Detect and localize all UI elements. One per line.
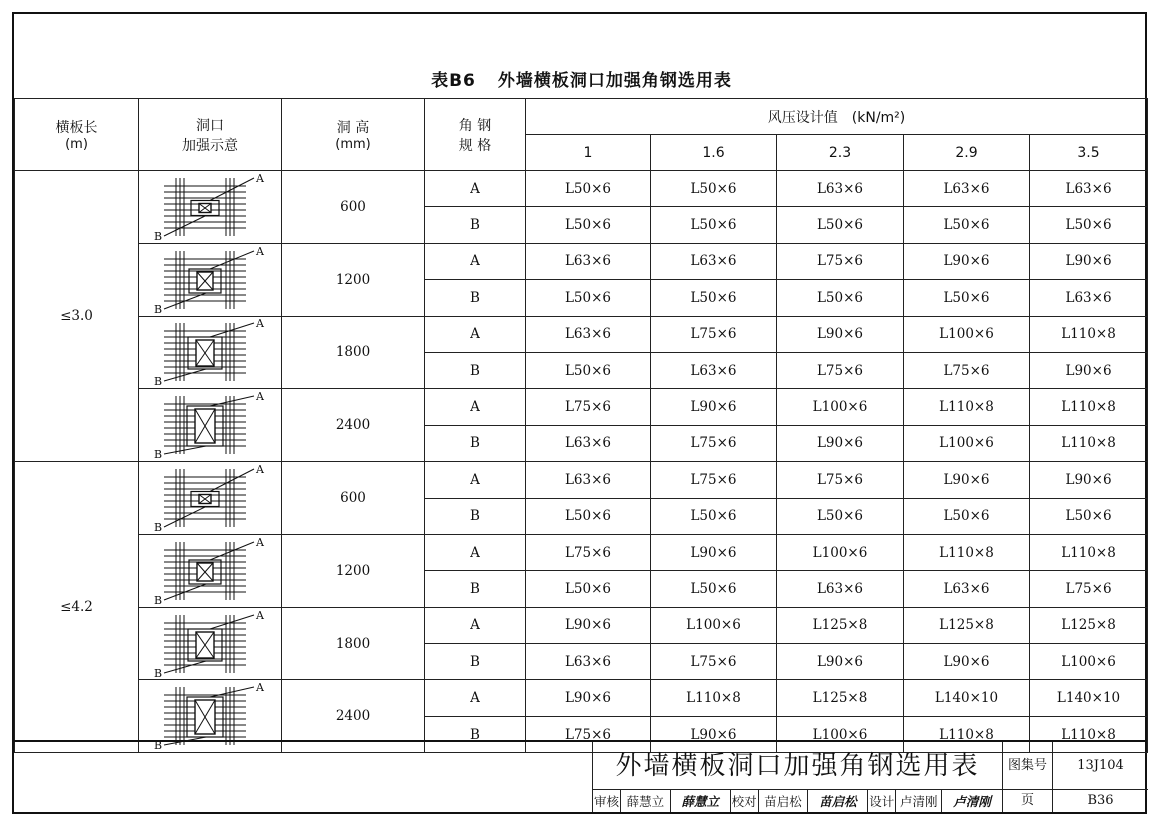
angle-type-cell: A [425,316,526,352]
checker-signature: 苗启松 [808,790,868,812]
opening-height-cell: 1800 [282,316,425,389]
opening-diagram [139,607,282,680]
header-angle: 角 钢 规 格 [425,99,526,171]
angle-type-cell: A [425,607,526,643]
table-row [15,243,1148,279]
opening-diagram [139,243,282,316]
angle-steel-value: L110×8 [904,716,1030,752]
angle-steel-value: L50×6 [777,280,904,316]
angle-steel-value: L110×8 [1030,316,1148,352]
angle-steel-value: L100×6 [1030,644,1148,680]
page-label: 页 [1003,790,1053,812]
table-row [15,171,1148,207]
angle-steel-value: L63×6 [777,571,904,607]
angle-steel-value: L100×6 [904,425,1030,461]
diagram-label-a: A [256,681,264,695]
diagram-label-b: B [154,375,163,388]
angle-steel-value: L50×6 [651,207,777,243]
angle-steel-value: L50×6 [651,280,777,316]
page-title [14,66,1149,91]
angle-steel-value: L125×8 [777,607,904,643]
diagram-label-a: A [256,171,264,185]
diagram-label-b: B [154,448,163,461]
wind-col-3: 2.3 [777,135,904,171]
diagram-label-b: B [154,593,163,606]
angle-steel-value: L50×6 [651,171,777,207]
opening-diagram-icon [150,390,270,460]
angle-steel-value: L75×6 [526,716,651,752]
opening-height-cell: 1800 [282,607,425,680]
angle-type-cell: B [425,644,526,680]
diagram-label-b: B [154,229,163,242]
angle-steel-value: L90×6 [1030,352,1148,388]
opening-diagram-icon [150,172,270,242]
opening-height-cell: 600 [282,171,425,244]
opening-diagram [139,462,282,535]
header-height: 洞 高 (mm) [282,99,425,171]
angle-steel-value: L90×6 [777,425,904,461]
angle-type-cell: A [425,389,526,425]
angle-steel-value: L63×6 [526,462,651,498]
angle-steel-value: L75×6 [651,425,777,461]
table-row [15,534,1148,570]
angle-steel-value: L75×6 [526,389,651,425]
angle-type-cell: A [425,171,526,207]
angle-steel-value: L140×10 [904,680,1030,716]
angle-type-cell: B [425,498,526,534]
title-block-title: 外墙横板洞口加强角钢选用表 [593,742,1003,790]
angle-type-cell: A [425,243,526,279]
angle-steel-value: L100×6 [904,316,1030,352]
angle-type-cell: B [425,280,526,316]
diagram-label-b: B [154,666,163,679]
diagram-label-a: A [256,463,264,477]
angle-steel-value: L125×8 [1030,607,1148,643]
angle-steel-value: L90×6 [904,644,1030,680]
length-cell: ≤4.2 [15,462,139,753]
angle-steel-value: L63×6 [651,352,777,388]
angle-steel-value: L110×8 [904,389,1030,425]
angle-steel-value: L90×6 [651,534,777,570]
angle-steel-value: L50×6 [904,280,1030,316]
wind-col-2: 1.6 [651,135,777,171]
diagram-label-a: A [256,608,264,622]
angle-steel-value: L50×6 [526,207,651,243]
table-row [15,607,1148,643]
angle-steel-value: L110×8 [1030,716,1148,752]
angle-steel-value: L100×6 [777,534,904,570]
angle-steel-value: L63×6 [1030,280,1148,316]
angle-steel-value: L50×6 [1030,207,1148,243]
diagram-label-b: B [154,739,163,752]
opening-height-cell: 1200 [282,243,425,316]
angle-steel-value: L75×6 [651,462,777,498]
opening-diagram [139,534,282,607]
angle-type-cell: B [425,352,526,388]
angle-steel-value: L63×6 [526,644,651,680]
angle-steel-value: L140×10 [1030,680,1148,716]
wind-col-4: 2.9 [904,135,1030,171]
angle-steel-value: L75×6 [1030,571,1148,607]
header-length: 横板长 (m) [15,99,139,171]
diagram-label-a: A [256,244,264,258]
wind-col-5: 3.5 [1030,135,1148,171]
angle-steel-value: L63×6 [777,171,904,207]
check-label: 校对 [731,790,759,812]
opening-diagram [139,171,282,244]
angle-steel-value: L75×6 [777,243,904,279]
angle-steel-value: L90×6 [777,316,904,352]
angle-steel-value: L50×6 [526,280,651,316]
opening-diagram [139,316,282,389]
header-wind-pressure: 风压设计值 (kN/m²) [526,99,1148,135]
angle-steel-value: L110×8 [1030,534,1148,570]
table-number: 表B6 [431,71,476,91]
atlas-number: 13J104 [1053,742,1148,790]
angle-steel-value: L75×6 [651,316,777,352]
angle-steel-value: L50×6 [651,571,777,607]
angle-steel-value: L50×6 [526,171,651,207]
angle-steel-value: L110×8 [651,680,777,716]
wind-col-1: 1 [526,135,651,171]
opening-diagram-icon [150,317,270,387]
angle-steel-value: L63×6 [904,571,1030,607]
angle-steel-value: L63×6 [904,171,1030,207]
angle-steel-table [14,98,1148,753]
angle-steel-value: L90×6 [526,607,651,643]
angle-steel-value: L75×6 [777,462,904,498]
angle-steel-value: L90×6 [904,243,1030,279]
opening-diagram-icon [150,536,270,606]
page-number: B36 [1087,793,1114,808]
angle-steel-value: L90×6 [1030,462,1148,498]
angle-steel-value: L100×6 [651,607,777,643]
opening-diagram-icon [150,609,270,679]
angle-steel-value: L50×6 [526,352,651,388]
title-block [592,742,1148,812]
opening-height-cell: 600 [282,462,425,535]
length-cell: ≤3.0 [15,171,139,462]
angle-steel-value: L50×6 [651,498,777,534]
table-row [15,389,1148,425]
angle-type-cell: B [425,571,526,607]
angle-type-cell: A [425,534,526,570]
table-row [15,462,1148,498]
angle-steel-value: L90×6 [651,389,777,425]
angle-steel-value: L90×6 [651,716,777,752]
angle-steel-value: L50×6 [526,498,651,534]
table-row [15,680,1148,716]
header-diagram: 洞口 加强示意 [139,99,282,171]
angle-steel-value: L75×6 [904,352,1030,388]
angle-steel-value: L90×6 [526,680,651,716]
diagram-label-b: B [154,302,163,315]
angle-type-cell: B [425,207,526,243]
angle-steel-value: L63×6 [526,316,651,352]
angle-type-cell: A [425,462,526,498]
angle-steel-value: L90×6 [777,644,904,680]
opening-diagram [139,389,282,462]
diagram-label-b: B [154,521,163,534]
atlas-label: 图集号 [1003,742,1053,790]
angle-steel-value: L50×6 [904,498,1030,534]
angle-steel-value: L63×6 [1030,171,1148,207]
angle-steel-value: L90×6 [904,462,1030,498]
angle-type-cell: B [425,425,526,461]
angle-steel-value: L50×6 [777,207,904,243]
angle-steel-value: L110×8 [904,534,1030,570]
angle-steel-value: L50×6 [526,571,651,607]
angle-steel-value: L100×6 [777,716,904,752]
reviewer-name: 薛慧立 [621,790,671,812]
opening-diagram-icon [150,245,270,315]
angle-steel-value: L50×6 [777,498,904,534]
angle-steel-value: L50×6 [1030,498,1148,534]
angle-steel-value: L125×8 [904,607,1030,643]
angle-steel-value: L75×6 [526,534,651,570]
angle-steel-value: L100×6 [777,389,904,425]
designer-name: 卢清刚 [896,790,942,812]
angle-steel-value: L75×6 [777,352,904,388]
reviewer-signature: 薛慧立 [671,790,731,812]
checker-name: 苗启松 [759,790,809,812]
angle-steel-value: L63×6 [526,425,651,461]
diagram-label-a: A [256,317,264,331]
angle-steel-value: L90×6 [1030,243,1148,279]
diagram-label-a: A [256,535,264,549]
angle-steel-value: L75×6 [651,644,777,680]
angle-steel-value: L63×6 [526,243,651,279]
angle-steel-value: L63×6 [651,243,777,279]
table-title: 外墙横板洞口加强角钢选用表 [497,71,732,91]
designer-signature: 卢清刚 [953,794,991,809]
design-label: 设计 [868,790,896,812]
opening-height-cell: 2400 [282,680,425,753]
diagram-label-a: A [256,390,264,404]
signature-row [593,790,1003,812]
angle-steel-value: L110×8 [1030,389,1148,425]
opening-height-cell: 2400 [282,389,425,462]
opening-height-cell: 1200 [282,534,425,607]
footer [14,740,1147,812]
angle-steel-value: L110×8 [1030,425,1148,461]
angle-steel-value: L50×6 [904,207,1030,243]
angle-steel-value: L125×8 [777,680,904,716]
opening-diagram-icon [150,463,270,533]
angle-type-cell: B [425,716,526,752]
review-label: 审核 [593,790,621,812]
drawing-sheet [12,12,1147,814]
table-row [15,316,1148,352]
angle-type-cell: A [425,680,526,716]
